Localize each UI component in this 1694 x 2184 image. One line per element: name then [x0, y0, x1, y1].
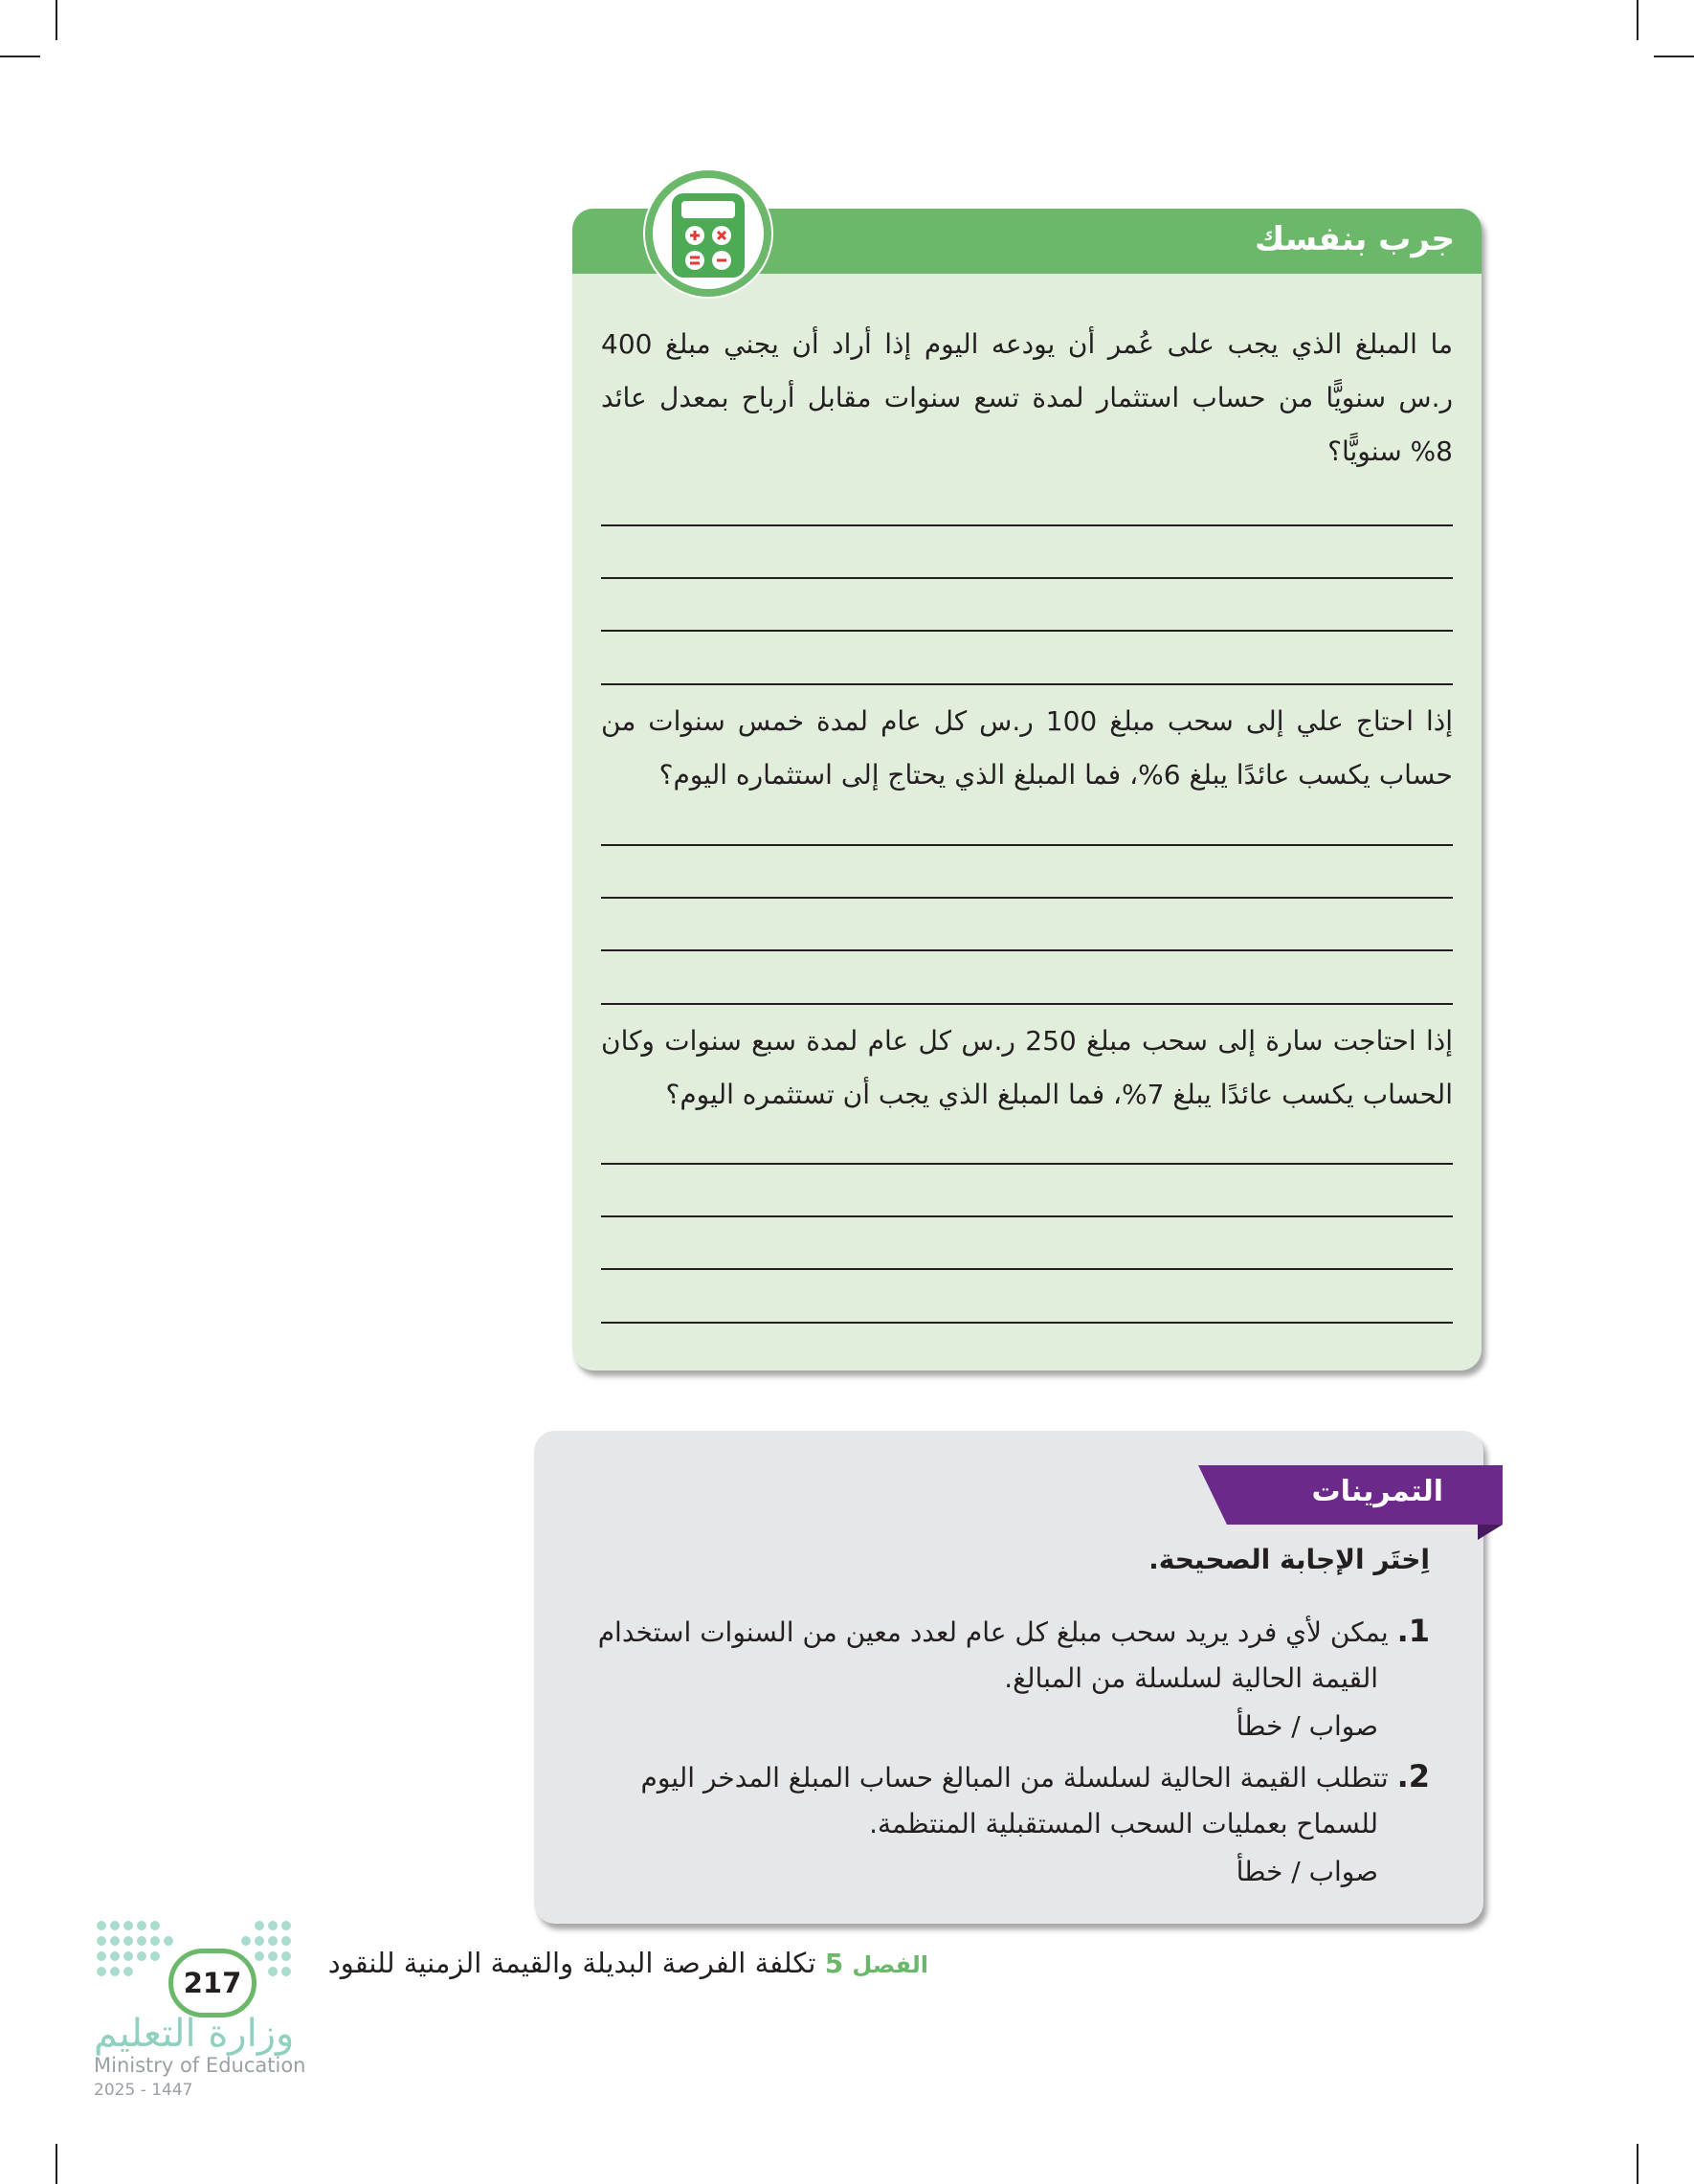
answer-line[interactable] [601, 1322, 1453, 1324]
page-number: 217 [168, 1949, 256, 2017]
exercise-statement-cont: القيمة الحالية لسلسلة من المبالغ. [1004, 1662, 1378, 1694]
exercise-item-2 [540, 1752, 1430, 1802]
ministry-name-english: Ministry of Education [94, 2054, 306, 2077]
crop-mark [56, 0, 57, 40]
crop-mark [1637, 2144, 1638, 2184]
crop-mark [0, 56, 40, 57]
answer-line[interactable] [601, 844, 1453, 846]
question-3: إذا احتاجت سارة إلى سحب مبلغ 250 ر.س كل عام لمدة سبع سنوات وكان الحساب يكسب عائدًا يبلغ 7%، فما المبلغ الذي يجب أن تستثمره اليوم؟ [601, 1025, 1454, 1110]
exercise-instruction: اِختَر الإجابة الصحيحة. [1148, 1544, 1430, 1575]
answer-line[interactable] [601, 949, 1453, 951]
answer-line[interactable] [601, 1003, 1453, 1005]
chapter-title [297, 1947, 928, 1979]
try-yourself-box [572, 209, 1482, 1371]
question-1: ما المبلغ الذي يجب على عُمر أن يودعه اليوم إذا أراد أن يجني مبلغ 400 ر.س سنويًّا من حساب استثمار لمدة تسع سنوات مقابل أرباح بمعدل عائد 8% سنويًّا؟ [601, 328, 1453, 467]
answer-line[interactable] [601, 683, 1453, 685]
answer-line[interactable] [601, 1268, 1453, 1270]
answer-line[interactable] [601, 897, 1453, 899]
chapter-label: الفصل [852, 1951, 928, 1978]
crop-mark [1654, 56, 1694, 57]
answer-line[interactable] [601, 630, 1453, 632]
exercises-banner [1198, 1465, 1503, 1525]
answer-line[interactable] [601, 524, 1453, 526]
ministry-year: 2025 - 1447 [94, 2081, 193, 2100]
crop-mark [1637, 0, 1638, 40]
chapter-number: 5 [824, 1948, 844, 1979]
exercises-box [534, 1431, 1483, 1924]
true-false-answer[interactable]: صواب / خطأ [1236, 1710, 1378, 1742]
crop-mark [56, 2144, 57, 2184]
answer-line[interactable] [601, 577, 1453, 579]
calculator-icon [643, 168, 773, 299]
true-false-answer[interactable]: صواب / خطأ [1236, 1856, 1378, 1887]
try-yourself-title: جرب بنفسك [1254, 220, 1455, 258]
exercise-statement: يمكن لأي فرد يريد سحب مبلغ كل عام لعدد معين من السنوات استخدام [597, 1616, 1389, 1648]
exercise-statement: تتطلب القيمة الحالية لسلسلة من المبالغ حساب المبلغ المدخر اليوم [640, 1762, 1389, 1794]
question-2: إذا احتاج علي إلى سحب مبلغ 100 ر.س كل عام لمدة خمس سنوات من حساب يكسب عائدًا يبلغ 6%، فما المبلغ الذي يحتاج إلى استثماره اليوم؟ [601, 705, 1454, 791]
exercise-number: 1. [1396, 1613, 1430, 1649]
exercise-number: 2. [1396, 1758, 1430, 1794]
exercise-statement-cont: للسماح بعمليات السحب المستقبلية المنتظمة. [869, 1808, 1378, 1839]
answer-line[interactable] [601, 1215, 1453, 1217]
ministry-name-arabic: وزارة التعليم [94, 2012, 295, 2056]
exercise-item-1 [540, 1607, 1430, 1657]
chapter-name: تكلفة الفرصة البديلة والقيمة الزمنية للنقود [327, 1947, 816, 1979]
answer-line[interactable] [601, 1163, 1453, 1165]
exercises-title: التمرينات [1311, 1475, 1443, 1508]
